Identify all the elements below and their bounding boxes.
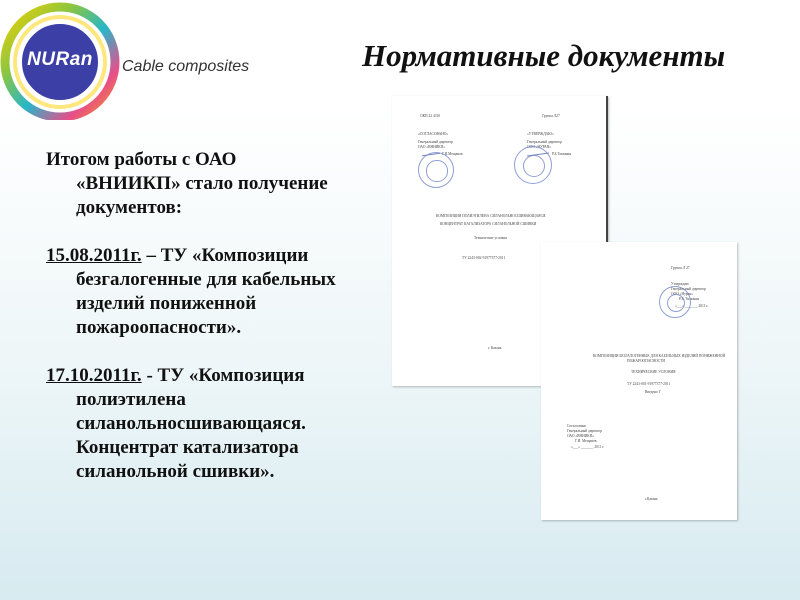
doc2-stamp-icon [659,286,691,318]
doc2-city: г.Казань [645,497,658,501]
doc1-agreed-pos: Генеральный директор [418,140,453,144]
item-1-date: 15.08.2011г. [46,245,142,266]
doc1-agreed: «СОГЛАСОВАНО» [418,132,449,136]
slide-title: Нормативные документы [362,38,726,73]
doc2-group: Группа Л 27 [671,266,690,270]
item-1-line: изделий пониженной [76,293,257,314]
doc2-agreed-name: Г.И. Мещанов [575,439,597,443]
item-1-text: – ТУ «Композиции [141,245,309,266]
document-scan-2 [541,242,737,520]
doc1-approved-pos: Генеральный директор [527,140,562,144]
doc1-group: Группа Л27 [542,114,560,118]
intro-line: Итогом работы с ОАО [46,149,237,170]
doc2-title-line2: ПОЖАРООПАСНОСТИ [627,359,665,363]
doc1-spec-number: ТУ 2243-002-91977377-2011 [462,256,506,260]
doc2-agreed-date: «___» _______ 2011 г. [571,445,605,449]
doc1-agreed-name: Г.И.Мещанов [442,152,463,156]
item-2-line: силанольносшивающаяся. [76,413,306,434]
logo-wordmark: NURan [27,49,93,70]
doc1-title-line2: КОНЦЕНТРАТ КАТАЛИЗАТОРА СИЛАНОЛЬНОЙ СШИВКИ [440,222,537,226]
item-1-line: пожароопасности». [76,317,242,338]
doc2-approved-pos: Генеральный директор [671,287,706,291]
doc1-agreed-org: ОАО «ВНИИКП» [418,145,446,149]
doc2-agreed-pos: Генеральный директор [567,429,602,433]
doc1-okp: ОКП 22 4310 [420,114,441,118]
doc2-approved-date: «___» _______ 2011 г. [675,304,709,308]
doc1-spec: Технические условия [474,236,507,240]
body-text [46,148,386,508]
item-2-text: - ТУ «Композиция [141,365,305,386]
item-1-line: безгалогенные для кабельных [76,269,336,290]
doc1-city: г. Казань [488,346,502,350]
doc2-spec-number: ТУ 2243-001-91977377-2011 [627,382,671,386]
doc2-agreed-org: ОАО «ВНИИКП» [567,434,595,438]
doc1-approved: «УТВЕРЖДАЮ» [527,132,554,136]
item-2-line: полиэтилена [76,389,186,410]
item-2-line: силанольной сшивки». [76,461,275,482]
document-item-2 [46,364,386,484]
doc2-approved: Утверждаю [671,282,689,286]
doc2-title: КОМПОЗИЦИИ БЕЗГАЛОГЕННЫЕ ДЛЯ КАБЕЛЬНЫХ ИЗДЕЛИЙ ПОНИЖЕННОЙ [593,354,726,358]
doc2-agreed: Согласовано [567,424,587,428]
nuran-logo [0,0,120,120]
doc1-approved-name: Р.Б.Тимонин [552,152,572,156]
doc1-stamp-2-icon [514,146,552,184]
doc2-approved-name: Р.Б. Тимонин [679,297,700,301]
document-item-1 [46,244,386,340]
doc1-title-line1: КОМПОЗИЦИЯ ПОЛИЭТИЛЕНА СИЛАНОЛЬНОСШИВАЮЩАЯСЯ. [436,214,547,218]
intro-line: «ВНИИКП» стало получение [76,173,328,194]
item-2-line: Концентрат катализатора [76,437,299,458]
doc2-spec: ТЕХНИЧЕСКИЕ УСЛОВИЯ [631,370,676,374]
doc1-stamp-1-icon [418,152,454,188]
item-2-date: 17.10.2011г. [46,365,142,386]
doc2-approved-org: ООО «Нуран» [671,292,693,296]
doc1-approved-org: ООО «НУРАН» [527,145,552,149]
logo-tagline: Cable composites [122,58,250,75]
doc2-intro: Введено Г [645,390,661,394]
intro-line: документов: [76,197,183,218]
intro-paragraph [46,148,386,220]
